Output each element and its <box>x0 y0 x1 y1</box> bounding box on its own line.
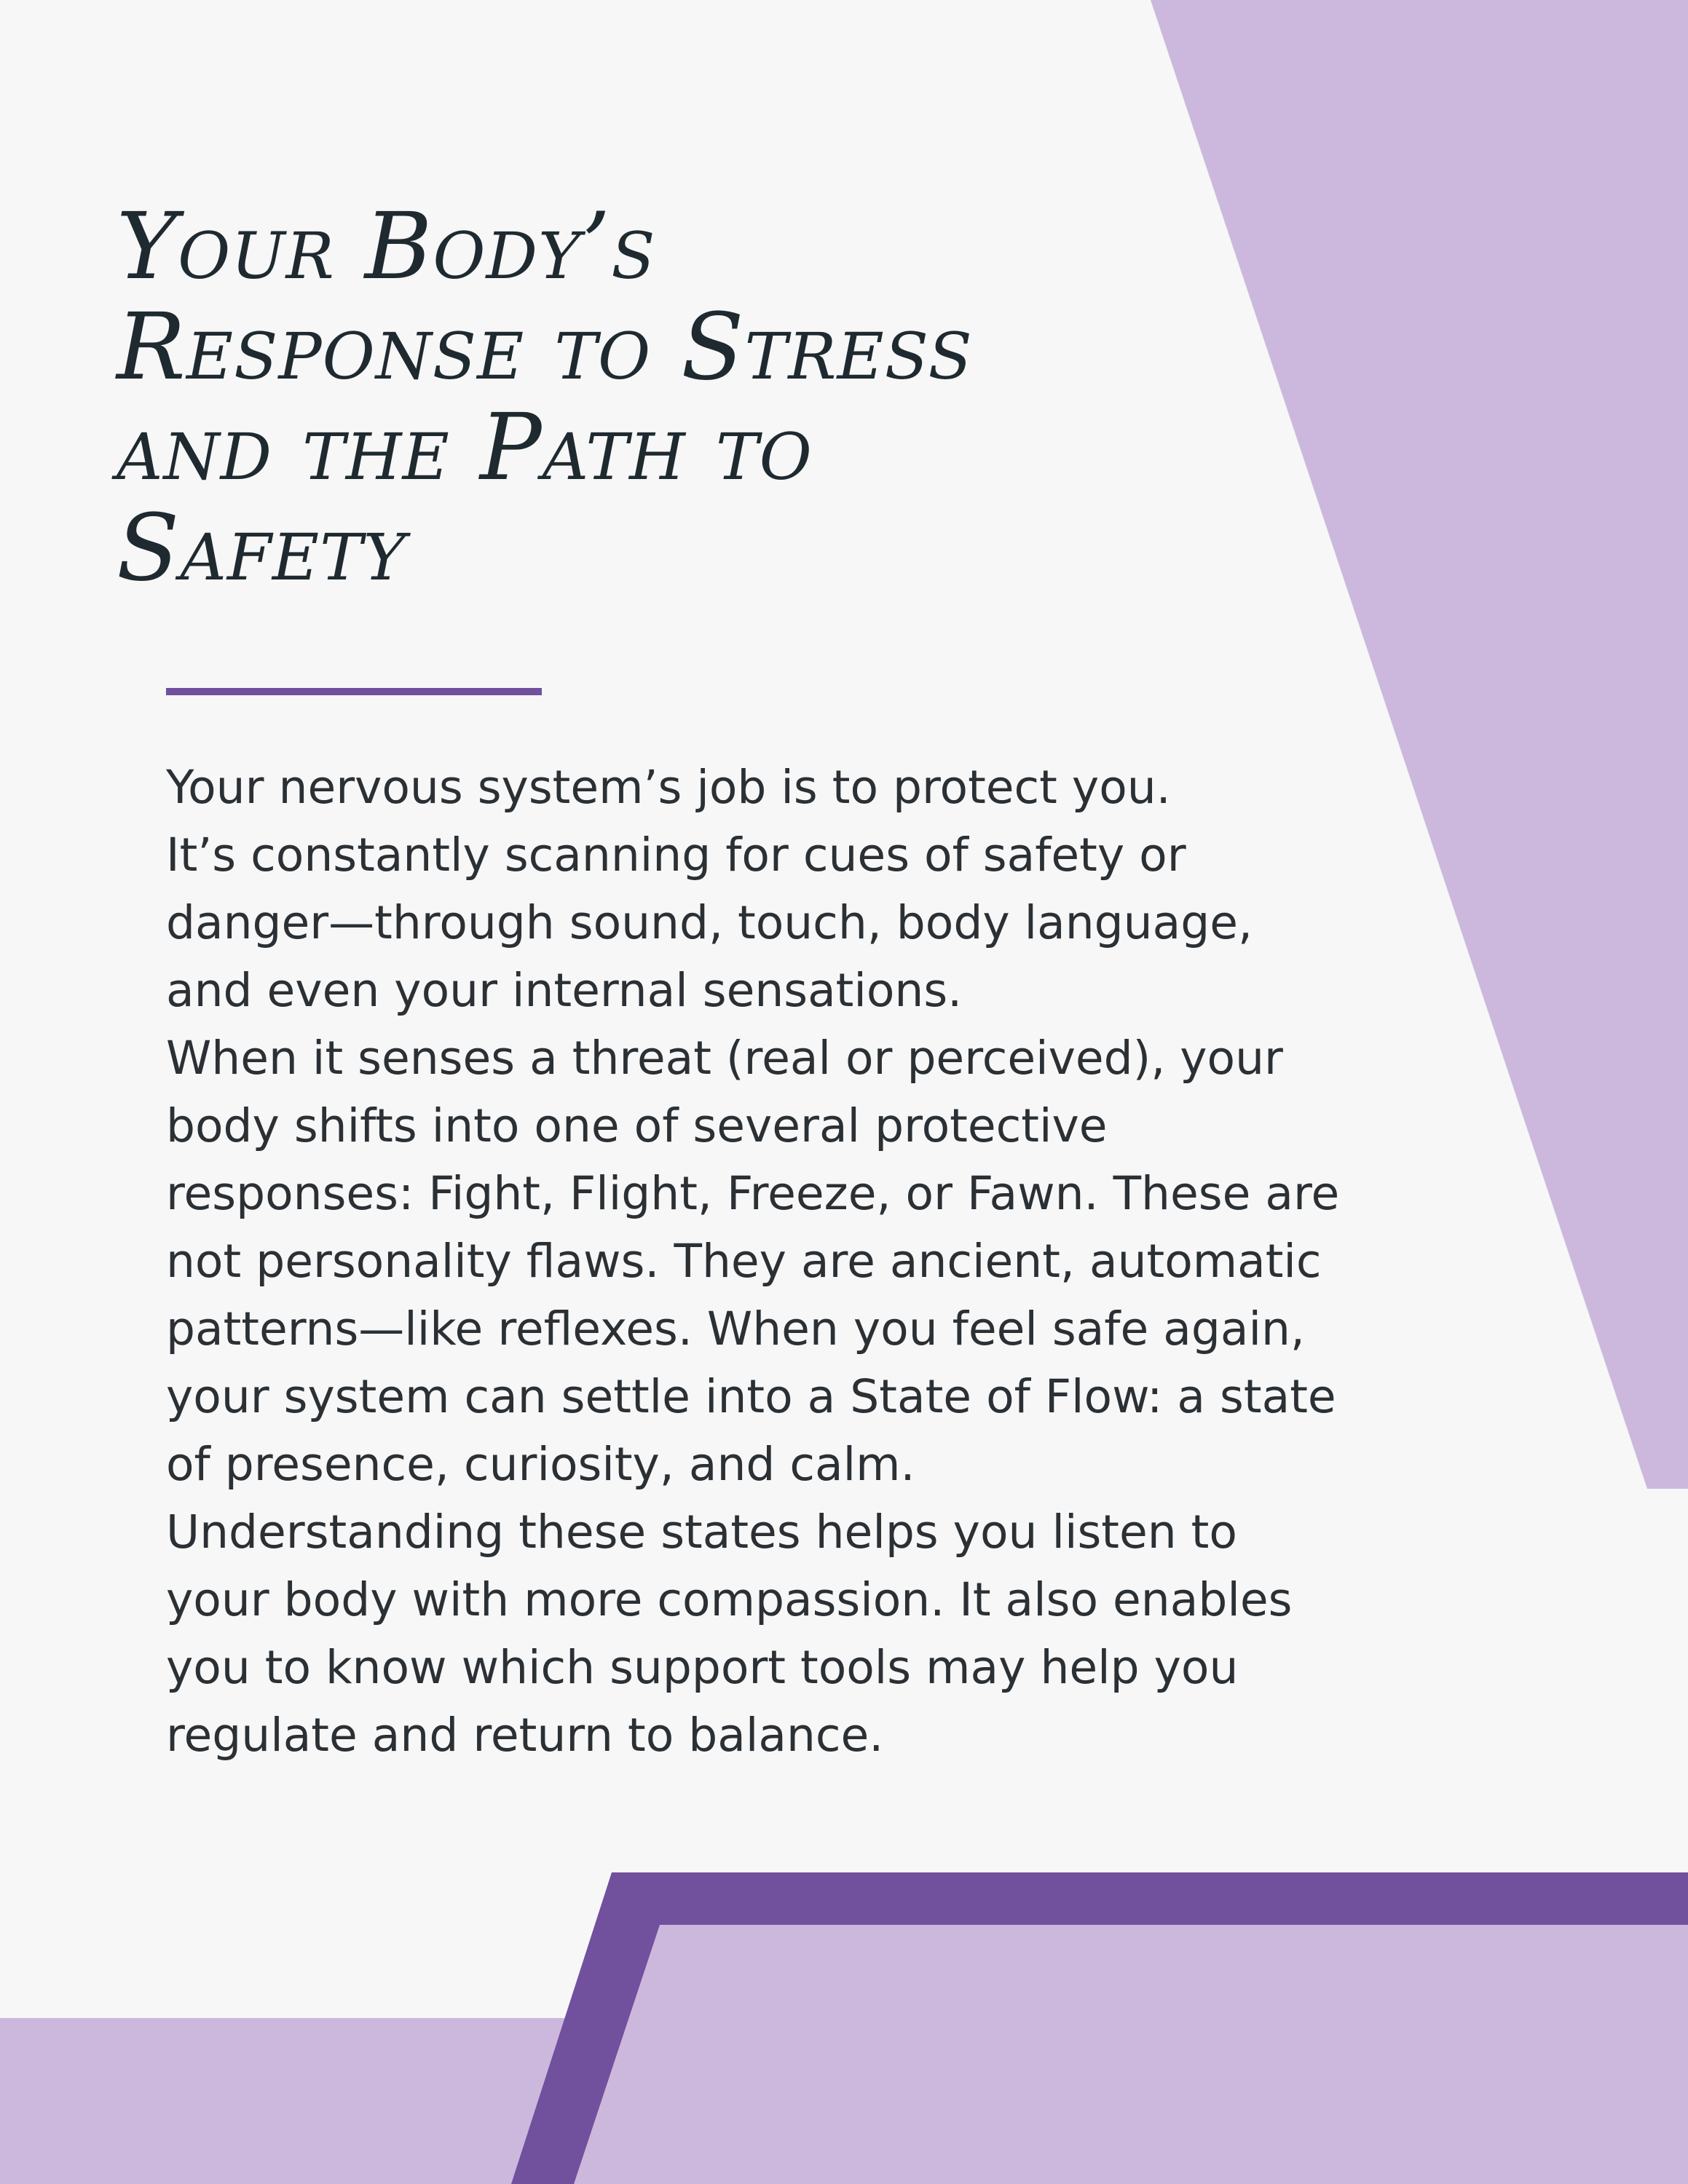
title-line-4: Safety <box>117 494 406 601</box>
body-line: your system can settle into a State of Flow: a state <box>166 1370 1336 1423</box>
body-line: not personality flaws. They are ancient, automatic <box>166 1235 1322 1288</box>
bottom-right-lavender-block <box>574 1925 1688 2184</box>
title-line-3: and the Path to <box>117 394 813 501</box>
title-line-2: Response to Stress <box>117 293 973 400</box>
body-line: When it senses a threat (real or perceived), your <box>166 1032 1283 1085</box>
body-line: danger—through sound, touch, body language, <box>166 896 1253 949</box>
body-paragraph <box>166 753 1448 1769</box>
body-line: responses: Fight, Flight, Freeze, or Fawn. These are <box>166 1167 1340 1220</box>
body-line: you to know which support tools may help you <box>166 1641 1239 1694</box>
body-line: Your nervous system’s job is to protect you. <box>166 761 1171 814</box>
body-line: and even your internal sensations. <box>166 964 963 1017</box>
body-line: body shifts into one of several protective <box>166 1099 1108 1152</box>
body-line: your body with more compassion. It also enables <box>166 1573 1293 1626</box>
body-line: Understanding these states helps you listen to <box>166 1506 1237 1559</box>
title-underline-divider <box>166 688 542 695</box>
page-title <box>117 193 1136 601</box>
title-line-1: Your Body’s <box>117 193 656 300</box>
bottom-left-lavender-block <box>0 2018 583 2184</box>
body-line: patterns—like reflexes. When you feel safe again, <box>166 1302 1305 1356</box>
body-line: of presence, curiosity, and calm. <box>166 1438 915 1491</box>
body-line: It’s constantly scanning for cues of safety or <box>166 828 1186 882</box>
body-line: regulate and return to balance. <box>166 1709 884 1762</box>
